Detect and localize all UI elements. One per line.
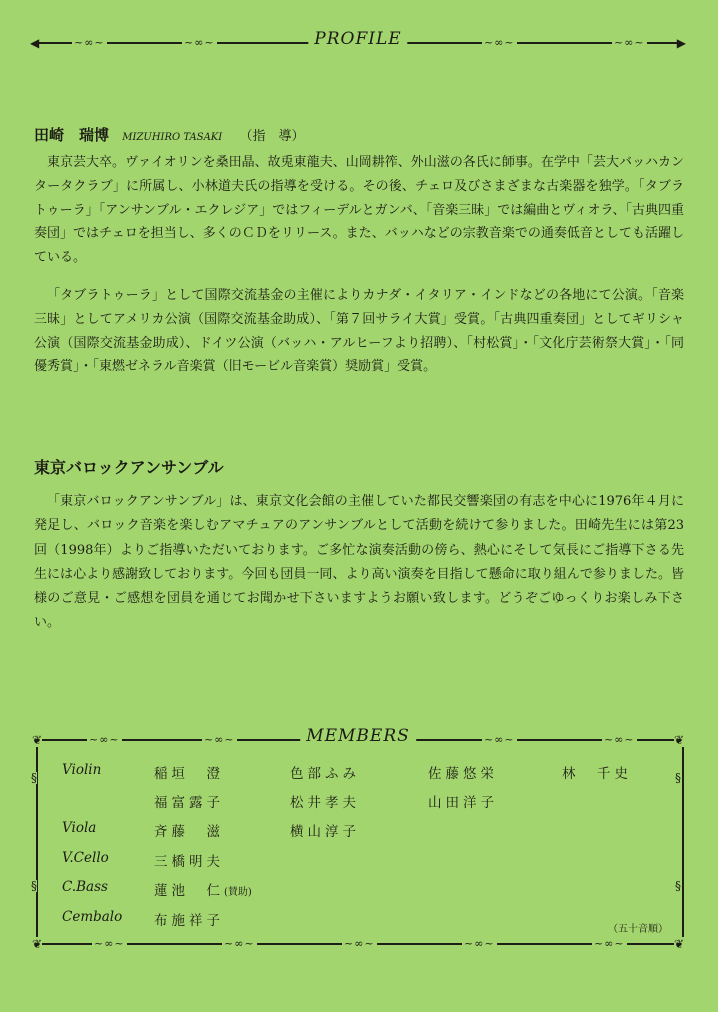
member-name: 三橋明夫 — [154, 854, 224, 870]
ensemble-paragraph: 「東京バロックアンサンブル」は、東京文化会館の主催していた都民交響楽団の有志を中心に1976年４月に発足し、バロック音楽を楽しむアマチュアのアンサンブルとして活動を続けて参りました。田崎先生には第23回（1998年）よりご指導いただいております。ご多忙な演奏活動の傍ら、熱心にそして気長にご指導下さる先生には心より感謝致しております。今回も団員一同、より高い演奏を目指して懸命に取り組んで参りました。皆様のご意見・ご感想を団員を通じてお聞かせ下さいますようお願い致します。どうぞごゆっくりお楽しみ下さい。 — [34, 494, 684, 631]
arrow-left-icon: ◀ — [30, 36, 40, 50]
member-name: 横山淳子 — [290, 824, 360, 840]
flourish-icon: ~∞~ — [74, 36, 105, 49]
members-footer-rule — [32, 937, 684, 951]
scroll-ornament-icon: ❦ — [32, 733, 43, 747]
flourish-icon: ~∞~ — [344, 937, 375, 950]
flourish-icon: ~∞~ — [204, 733, 235, 746]
conductor-name: 田崎 瑞博 — [34, 126, 110, 144]
flourish-icon: ~∞~ — [464, 937, 495, 950]
profile-paragraph-2: 「タブラトゥーラ」として国際交流基金の主催によりカナダ・イタリア・インドなどの各地にて公演。「音楽三昧」としてアメリカ公演（国際交流基金助成）、「第７回サライ大賞」受賞。「古典四重奏団」としてギリシャ公演（国際交流基金助成）、ドイツ公演（バッハ・アルヒーフより招聘）、「村松賞」・「文化庁芸術祭大賞」・「同優秀賞」・「東燃ゼネラル音楽賞（旧モービル音楽賞）奨励賞」受賞。 — [34, 288, 684, 375]
conductor-role: （指 導） — [239, 129, 305, 144]
flourish-icon: ~∞~ — [484, 36, 515, 49]
side-ornament-icon: § — [675, 879, 681, 893]
flourish-icon: ~∞~ — [614, 36, 645, 49]
member-name: 松井孝夫 — [290, 795, 360, 811]
instrument-cello: V.Cello — [62, 850, 109, 866]
members-header-rule — [32, 726, 684, 747]
flourish-icon: ~∞~ — [484, 733, 515, 746]
member-name-text: 蓮池 仁 — [154, 883, 224, 899]
profile-paragraph-1: 東京芸大卒。ヴァイオリンを桑田晶、故兎東龍夫、山岡耕筰、外山滋の各氏に師事。在学中「芸大バッハカンタータクラブ」に所属し、小林道夫氏の指導を受ける。その後、チェロ及びさまざまな古楽器を独学。「タブラトゥーラ」「アンサンブル・エクレジア」ではフィーデルとガンバ、「音楽三昧」では編曲とヴィオラ、「古典四重奏団」ではチェロを担当し、多くのＣＤをリリース。また、バッハなどの宗教音楽での通奏低音としても活躍している。 — [34, 155, 684, 266]
flourish-icon: ~∞~ — [224, 937, 255, 950]
member-name — [154, 879, 252, 899]
member-name: 稲垣 澄 — [154, 766, 224, 782]
member-name: 佐藤悠栄 — [428, 766, 498, 782]
instrument-cembalo: Cembalo — [62, 909, 123, 925]
conductor-name-roman: MIZUHIRO TASAKI — [122, 132, 223, 143]
scroll-ornament-icon: ❦ — [673, 937, 684, 951]
members-heading: MEMBERS — [300, 726, 416, 746]
profile-header-rule — [30, 29, 686, 50]
ensemble-title: 東京バロックアンサンブル — [34, 458, 224, 477]
conductor-name-line — [34, 124, 304, 145]
member-name: 色部ふみ — [290, 766, 360, 782]
flourish-icon: ~∞~ — [184, 36, 215, 49]
side-ornament-icon: § — [675, 771, 681, 785]
member-name: 山田洋子 — [428, 795, 498, 811]
side-ornament-icon: § — [31, 771, 37, 785]
member-name: 布施祥子 — [154, 913, 224, 929]
arrow-right-icon: ▶ — [676, 36, 686, 50]
instrument-viola: Viola — [62, 820, 97, 836]
flourish-icon: ~∞~ — [94, 937, 125, 950]
flourish-icon: ~∞~ — [89, 733, 120, 746]
scroll-ornament-icon: ❦ — [673, 733, 684, 747]
guest-note: (賛助) — [224, 887, 252, 898]
profile-heading: PROFILE — [308, 29, 407, 49]
flourish-icon: ~∞~ — [604, 733, 635, 746]
member-name: 林 千史 — [562, 766, 632, 782]
instrument-bass: C.Bass — [62, 879, 108, 895]
side-ornament-icon: § — [31, 879, 37, 893]
member-name: 福富露子 — [154, 795, 224, 811]
flourish-icon: ~∞~ — [594, 937, 625, 950]
scroll-ornament-icon: ❦ — [32, 937, 43, 951]
member-name: 斉藤 滋 — [154, 824, 224, 840]
order-note: （五十音順） — [608, 924, 668, 935]
instrument-violin: Violin — [62, 762, 102, 778]
